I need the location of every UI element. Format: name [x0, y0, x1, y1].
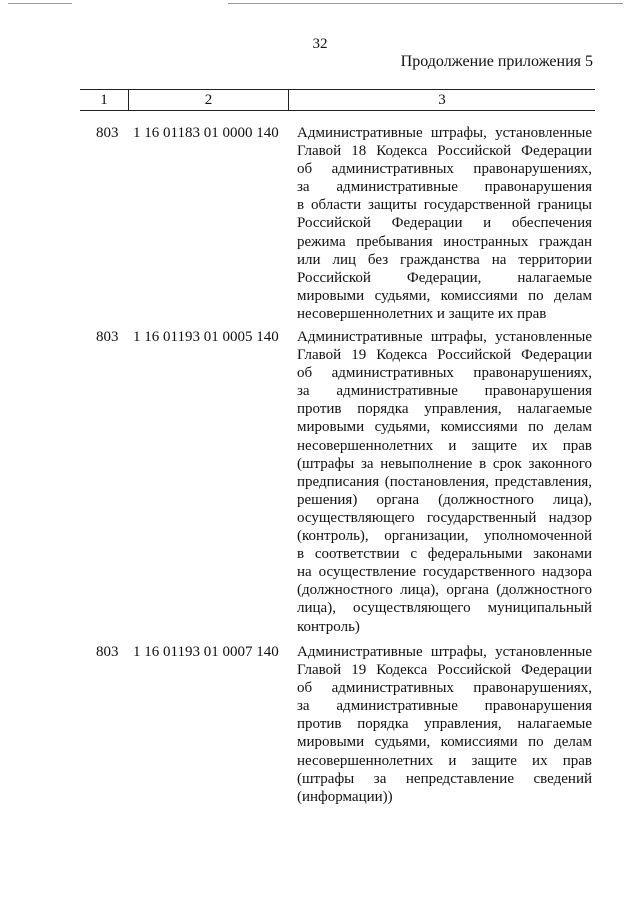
top-edge-rule-left: [8, 3, 72, 4]
description-line: Главой 19 Кодекса Российской Федерации: [297, 662, 592, 679]
description-line: за административные правонарушения: [297, 383, 592, 400]
description-line: об административных правонарушениях,: [297, 365, 592, 382]
row-description: [297, 643, 592, 806]
description-line: на осуществление государственного надзора: [297, 564, 592, 581]
description-line: предписания (постановления, представления,: [297, 473, 592, 490]
description-line: (контроль), организации, уполномоченной: [297, 528, 592, 545]
kbk-code: 1 16 01193 01 0007 140: [133, 644, 279, 660]
description-line: решения) органа (должностного лица),: [297, 491, 592, 508]
description-line: (штрафы за невыполнение в срок законного: [297, 455, 592, 472]
continuation-title: Продолжение приложения 5: [400, 53, 593, 70]
description-line: Административные штрафы, установленные: [297, 644, 592, 660]
description-line: за административные правонарушения: [297, 698, 592, 715]
kbk-code: 1 16 01193 01 0005 140: [133, 329, 279, 345]
description-line: Главой 19 Кодекса Российской Федерации: [297, 347, 592, 364]
description-line: или лиц без гражданства на территории: [297, 251, 592, 268]
description-line: об административных правонарушениях,: [297, 161, 592, 178]
top-edge-rule-right: [228, 3, 623, 4]
description-line: Главой 18 Кодекса Российской Федерации: [297, 143, 592, 160]
description-line: в области защиты государственной границы: [297, 197, 592, 214]
column-header-1: 1: [80, 90, 129, 110]
description-line: Российской Федерации, налагаемые: [297, 269, 592, 286]
row-description: [297, 124, 592, 323]
description-line: несовершеннолетних и защите их прав: [297, 305, 547, 322]
description-line: в соответствии с федеральными законами: [297, 546, 592, 563]
description-line: несовершеннолетних и защите их прав: [297, 437, 592, 454]
description-line: (должностного лица), органа (должностного: [297, 582, 592, 599]
description-line: против порядка управления, налагаемые: [297, 401, 592, 418]
column-header-row: [80, 89, 595, 111]
description-line: (штрафы за непредставление сведений: [297, 770, 592, 787]
admin-code: 803: [96, 125, 119, 141]
description-line: лица), осуществляющего муниципальный: [297, 600, 592, 617]
description-line: мировыми судьями, комиссиями по делам: [297, 419, 592, 436]
description-line: режима пребывания иностранных граждан: [297, 233, 592, 250]
page-number: 32: [312, 36, 328, 52]
description-line: против порядка управления, налагаемые: [297, 716, 592, 733]
column-header-3: 3: [438, 92, 446, 108]
description-line: контроль): [297, 618, 360, 635]
description-line: Российской Федерации и обеспечения: [297, 215, 592, 232]
kbk-code: 1 16 01183 01 0000 140: [133, 125, 279, 141]
description-line: несовершеннолетних и защите их прав: [297, 752, 592, 769]
description-line: Административные штрафы, установленные: [297, 125, 592, 141]
description-line: осуществляющего государственный надзор: [297, 509, 592, 526]
description-line: за административные правонарушения: [297, 179, 592, 196]
description-line: Административные штрафы, установленные: [297, 329, 592, 345]
admin-code: 803: [96, 329, 119, 345]
column-header-2: 2: [129, 90, 289, 110]
description-line: мировыми судьями, комиссиями по делам: [297, 287, 592, 304]
description-line: об административных правонарушениях,: [297, 680, 592, 697]
description-line: (информации)): [297, 788, 393, 805]
description-line: мировыми судьями, комиссиями по делам: [297, 734, 592, 751]
row-description: [297, 328, 592, 636]
admin-code: 803: [96, 644, 119, 660]
